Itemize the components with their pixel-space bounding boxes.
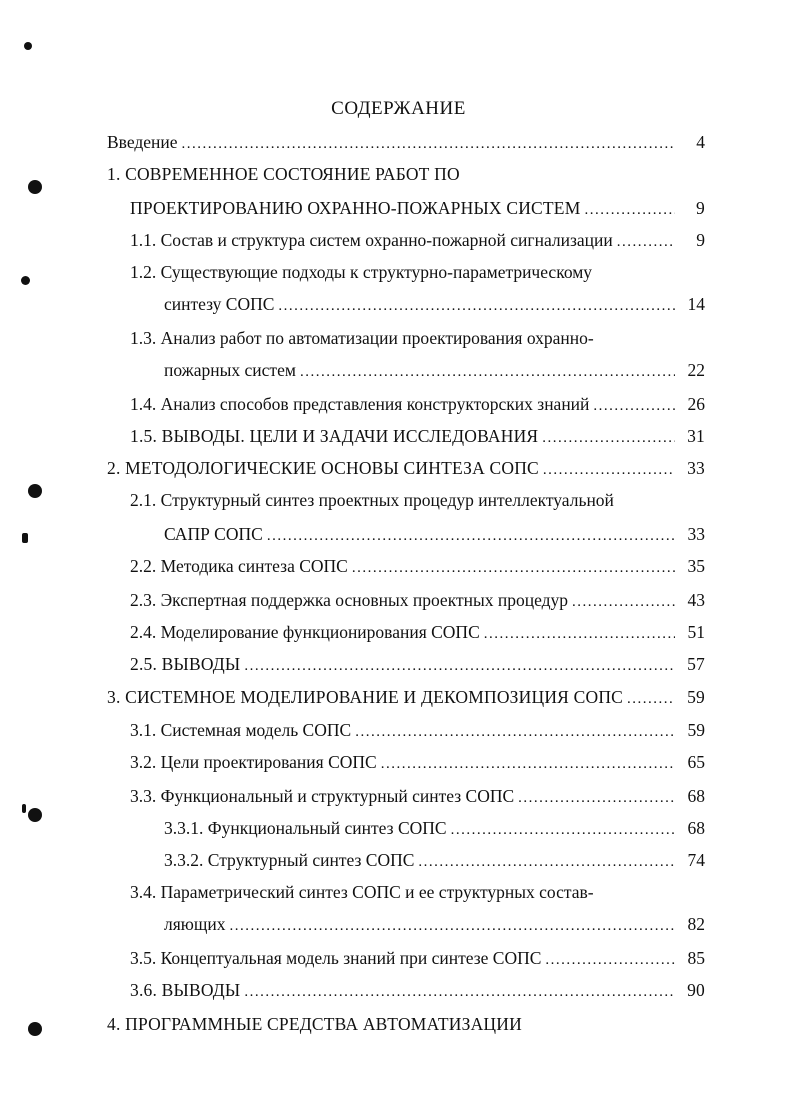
punch-hole-mark [28, 808, 42, 822]
punch-hole-mark [22, 533, 28, 543]
toc-entry-page: 68 [687, 786, 705, 806]
toc-entry [130, 620, 705, 644]
dot-leader [627, 687, 675, 711]
toc-entry-title: 3.3.1. Функциональный синтез СОПС [164, 818, 447, 838]
toc-entry [130, 750, 705, 774]
toc-entry-title: 2. МЕТОДОЛОГИЧЕСКИЕ ОСНОВЫ СИНТЕЗА СОПС [107, 458, 539, 478]
toc-entry-title: 1.4. Анализ способов представления конструкторских знаний [130, 394, 590, 414]
toc-entry-title: пожарных систем [164, 360, 296, 380]
dot-leader [182, 132, 675, 156]
toc-entry [130, 424, 705, 448]
toc-entry [130, 392, 705, 416]
toc-entry [130, 196, 705, 220]
toc-entry-page: 26 [687, 394, 705, 414]
dot-leader [543, 458, 675, 482]
toc-entry [130, 652, 705, 676]
dot-leader [593, 394, 675, 418]
dot-leader [352, 556, 675, 580]
toc-entry-title: 3.3.2. Структурный синтез СОПС [164, 850, 415, 870]
dot-leader [545, 948, 675, 972]
toc-entry-page: 82 [687, 914, 705, 934]
dot-leader [518, 786, 675, 810]
toc-entry-title: 1.3. Анализ работ по автоматизации проектирования охранно- [130, 328, 594, 348]
toc-entry-title: 3.6. ВЫВОДЫ [130, 980, 241, 1000]
toc-entry-title: 1.1. Состав и структура систем охранно-пожарной сигнализации [130, 230, 613, 250]
dot-leader [572, 590, 675, 614]
dot-leader [267, 524, 675, 548]
toc-entry [164, 816, 705, 840]
punch-hole-mark [22, 804, 26, 813]
toc-entry [164, 522, 705, 546]
toc-entry [130, 260, 592, 284]
dot-leader [584, 198, 675, 222]
toc-entry [130, 588, 705, 612]
toc-entry [130, 978, 705, 1002]
toc-entry [130, 784, 705, 808]
punch-hole-mark [24, 42, 32, 50]
toc-entry-title: 3.3. Функциональный и структурный синтез СОПС [130, 786, 515, 806]
toc-entry-title: синтезу СОПС [164, 294, 275, 314]
toc-entry-title: 3.5. Концептуальная модель знаний при синтезе СОПС [130, 948, 542, 968]
toc-entry [164, 292, 705, 316]
punch-hole-mark [28, 1022, 42, 1036]
toc-entry [107, 1012, 522, 1036]
toc-entry-page: 35 [687, 556, 705, 576]
toc-entry-title: ПРОЕКТИРОВАНИЮ ОХРАННО-ПОЖАРНЫХ СИСТЕМ [130, 198, 581, 218]
toc-entry [130, 946, 705, 970]
punch-hole-mark [28, 484, 42, 498]
toc-entry [130, 488, 614, 512]
punch-hole-mark [28, 180, 42, 194]
dot-leader [278, 294, 675, 318]
toc-entry-page: 85 [687, 948, 705, 968]
toc-entry [164, 358, 705, 382]
toc-entry-title: 3. СИСТЕМНОЕ МОДЕЛИРОВАНИЕ И ДЕКОМПОЗИЦИЯ СОПС [107, 687, 624, 707]
dot-leader [617, 230, 675, 254]
toc-entry [107, 130, 705, 154]
toc-entry-page: 43 [687, 590, 705, 610]
dot-leader [542, 426, 675, 450]
toc-entry-title: 4. ПРОГРАММНЫЕ СРЕДСТВА АВТОМАТИЗАЦИИ [107, 1014, 522, 1034]
dot-leader [484, 622, 675, 646]
toc-entry-page: 68 [687, 818, 705, 838]
toc-entry-page: 22 [687, 360, 705, 380]
toc-entry [130, 880, 594, 904]
toc-entry-page: 90 [687, 980, 705, 1000]
toc-entry-page: 9 [696, 198, 705, 218]
toc-entry-title: 3.4. Параметрический синтез СОПС и ее структурных состав- [130, 882, 594, 902]
toc-entry-page: 65 [687, 752, 705, 772]
toc-entry-page: 59 [687, 720, 705, 740]
toc-entry-title: 3.1. Системная модель СОПС [130, 720, 352, 740]
toc-entry-page: 51 [687, 622, 705, 642]
toc-entry [164, 912, 705, 936]
toc-entry-page: 4 [696, 132, 705, 152]
toc-entry-title: 1. СОВРЕМЕННОЕ СОСТОЯНИЕ РАБОТ ПО [107, 164, 460, 184]
toc-entry [130, 718, 705, 742]
dot-leader [229, 914, 675, 938]
toc-entry-title: 2.1. Структурный синтез проектных процедур интеллектуальной [130, 490, 614, 510]
toc-entry [107, 162, 460, 186]
dot-leader [300, 360, 675, 384]
toc-entry-title: САПР СОПС [164, 524, 263, 544]
punch-hole-mark [21, 276, 30, 285]
toc-entry-page: 33 [687, 524, 705, 544]
toc-entry-title: 2.5. ВЫВОДЫ [130, 654, 241, 674]
dot-leader [418, 850, 675, 874]
dot-leader [244, 654, 675, 678]
toc-entry [107, 456, 705, 480]
toc-entry-page: 74 [687, 850, 705, 870]
toc-entry-title: ляющих [164, 914, 226, 934]
dot-leader [451, 818, 675, 842]
dot-leader [244, 980, 675, 1004]
toc-entry-title: 2.4. Моделирование функционирования СОПС [130, 622, 480, 642]
toc-entry-title: Введение [107, 132, 178, 152]
toc-entry-title: 2.3. Экспертная поддержка основных проектных процедур [130, 590, 569, 610]
toc-entry-page: 57 [687, 654, 705, 674]
page-title: СОДЕРЖАНИЕ [331, 98, 466, 119]
toc-entry-title: 1.5. ВЫВОДЫ. ЦЕЛИ И ЗАДАЧИ ИССЛЕДОВАНИЯ [130, 426, 539, 446]
toc-entry [130, 554, 705, 578]
toc-entry-page: 14 [687, 294, 705, 314]
toc-entry-page: 31 [687, 426, 705, 446]
toc-entry [130, 228, 705, 252]
toc-entry-page: 33 [687, 458, 705, 478]
dot-leader [381, 752, 675, 776]
toc-entry-page: 59 [687, 687, 705, 707]
toc-entry [164, 848, 705, 872]
toc-entry-title: 3.2. Цели проектирования СОПС [130, 752, 377, 772]
toc-entry [130, 326, 594, 350]
toc-entry-title: 2.2. Методика синтеза СОПС [130, 556, 348, 576]
toc-entry-page: 9 [696, 230, 705, 250]
dot-leader [355, 720, 675, 744]
toc-entry [107, 685, 705, 709]
toc-entry-title: 1.2. Существующие подходы к структурно-параметрическому [130, 262, 593, 282]
